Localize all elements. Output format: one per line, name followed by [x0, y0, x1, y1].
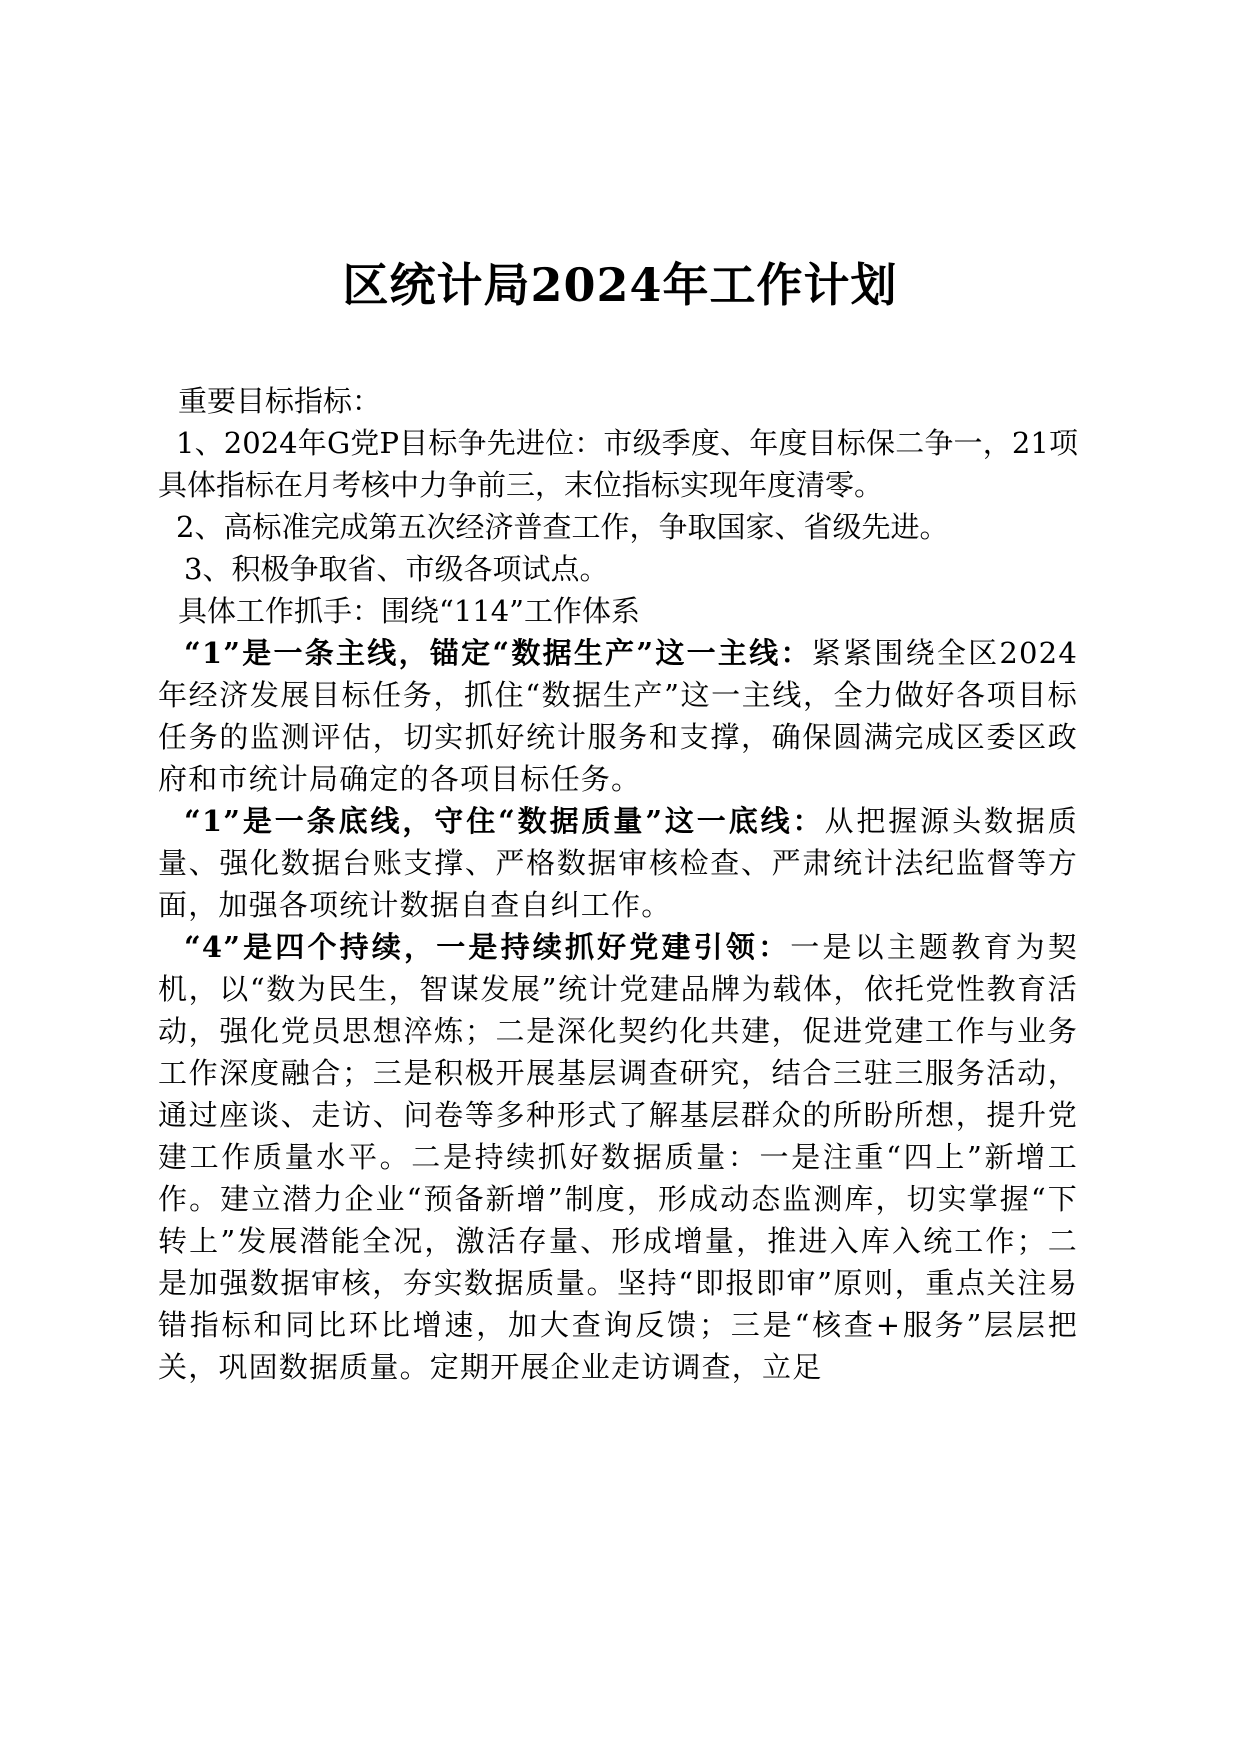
goal-item-2: 2、高标准完成第五次经济普查工作，争取国家、省级先进。: [176, 510, 949, 544]
goals-heading: 重要目标指标：: [178, 384, 382, 418]
paragraph-lead: “1”是一条底线，守住“数据质量”这一底线：: [184, 804, 825, 838]
paragraph-body: 一是以主题教育为契机，以“数为民生，智谋发展”统计党建品牌为载体，依托党性教育活动，强化党员思想淬炼；二是深化契约化共建，促进党建工作与业务工作深度融合；三是积极开展基层调查研究，结合三驻三服务活动，通过座谈、走访、问卷等多种形式了解基层群众的所盼所想，提升党建工作质量水平。二是持续抓好数据质量：一是注重“四上”新增工作。建立潜力企业“预备新增”制度，形成动态监测库，切实掌握“下转上”发展潜能全况，激活存量、形成增量，推进入库入统工作；二是加强数据审核，夯实数据质量。坚持“即报即审”原则，重点关注易错指标和同比环比增速，加大查询反馈；三是“核查+服务”层层把关，巩固数据质量。定期开展企业走访调查，立足: [158, 930, 1078, 1384]
paragraph-body: 紧紧围绕全区2024年经济发展目标任务，抓住“数据生产”这一主线，全力做好各项目标任务的监测评估，切实抓好统计服务和支撑，确保圆满完成区委区政府和市统计局确定的各项目标任务。: [158, 636, 1078, 796]
main-line-paragraph: [158, 632, 1078, 800]
bottom-line-paragraph: [158, 800, 1078, 926]
paragraph-lead: “4”是四个持续，一是持续抓好党建引领：: [184, 930, 791, 964]
paragraph-body: 从把握源头数据质量、强化数据台账支撑、严格数据审核检查、严肃统计法纪监督等方面，加强各项统计数据自查自纠工作。: [158, 804, 1078, 922]
four-continues-paragraph: [158, 926, 1078, 1388]
goal-item-3: 3、积极争取省、市级各项试点。: [184, 552, 609, 586]
work-heading: 具体工作抓手：围绕“114”工作体系: [178, 594, 641, 628]
document-body: [158, 380, 1078, 1388]
goal-item-1: 1、2024年G党P目标争先进位：市级季度、年度目标保二争一，21项具体指标在月考核中力争前三，末位指标实现年度清零。: [158, 426, 1078, 502]
paragraph-lead: “1”是一条主线，锚定“数据生产”这一主线：: [184, 636, 812, 670]
document-title: 区统计局2024年工作计划: [342, 258, 898, 312]
